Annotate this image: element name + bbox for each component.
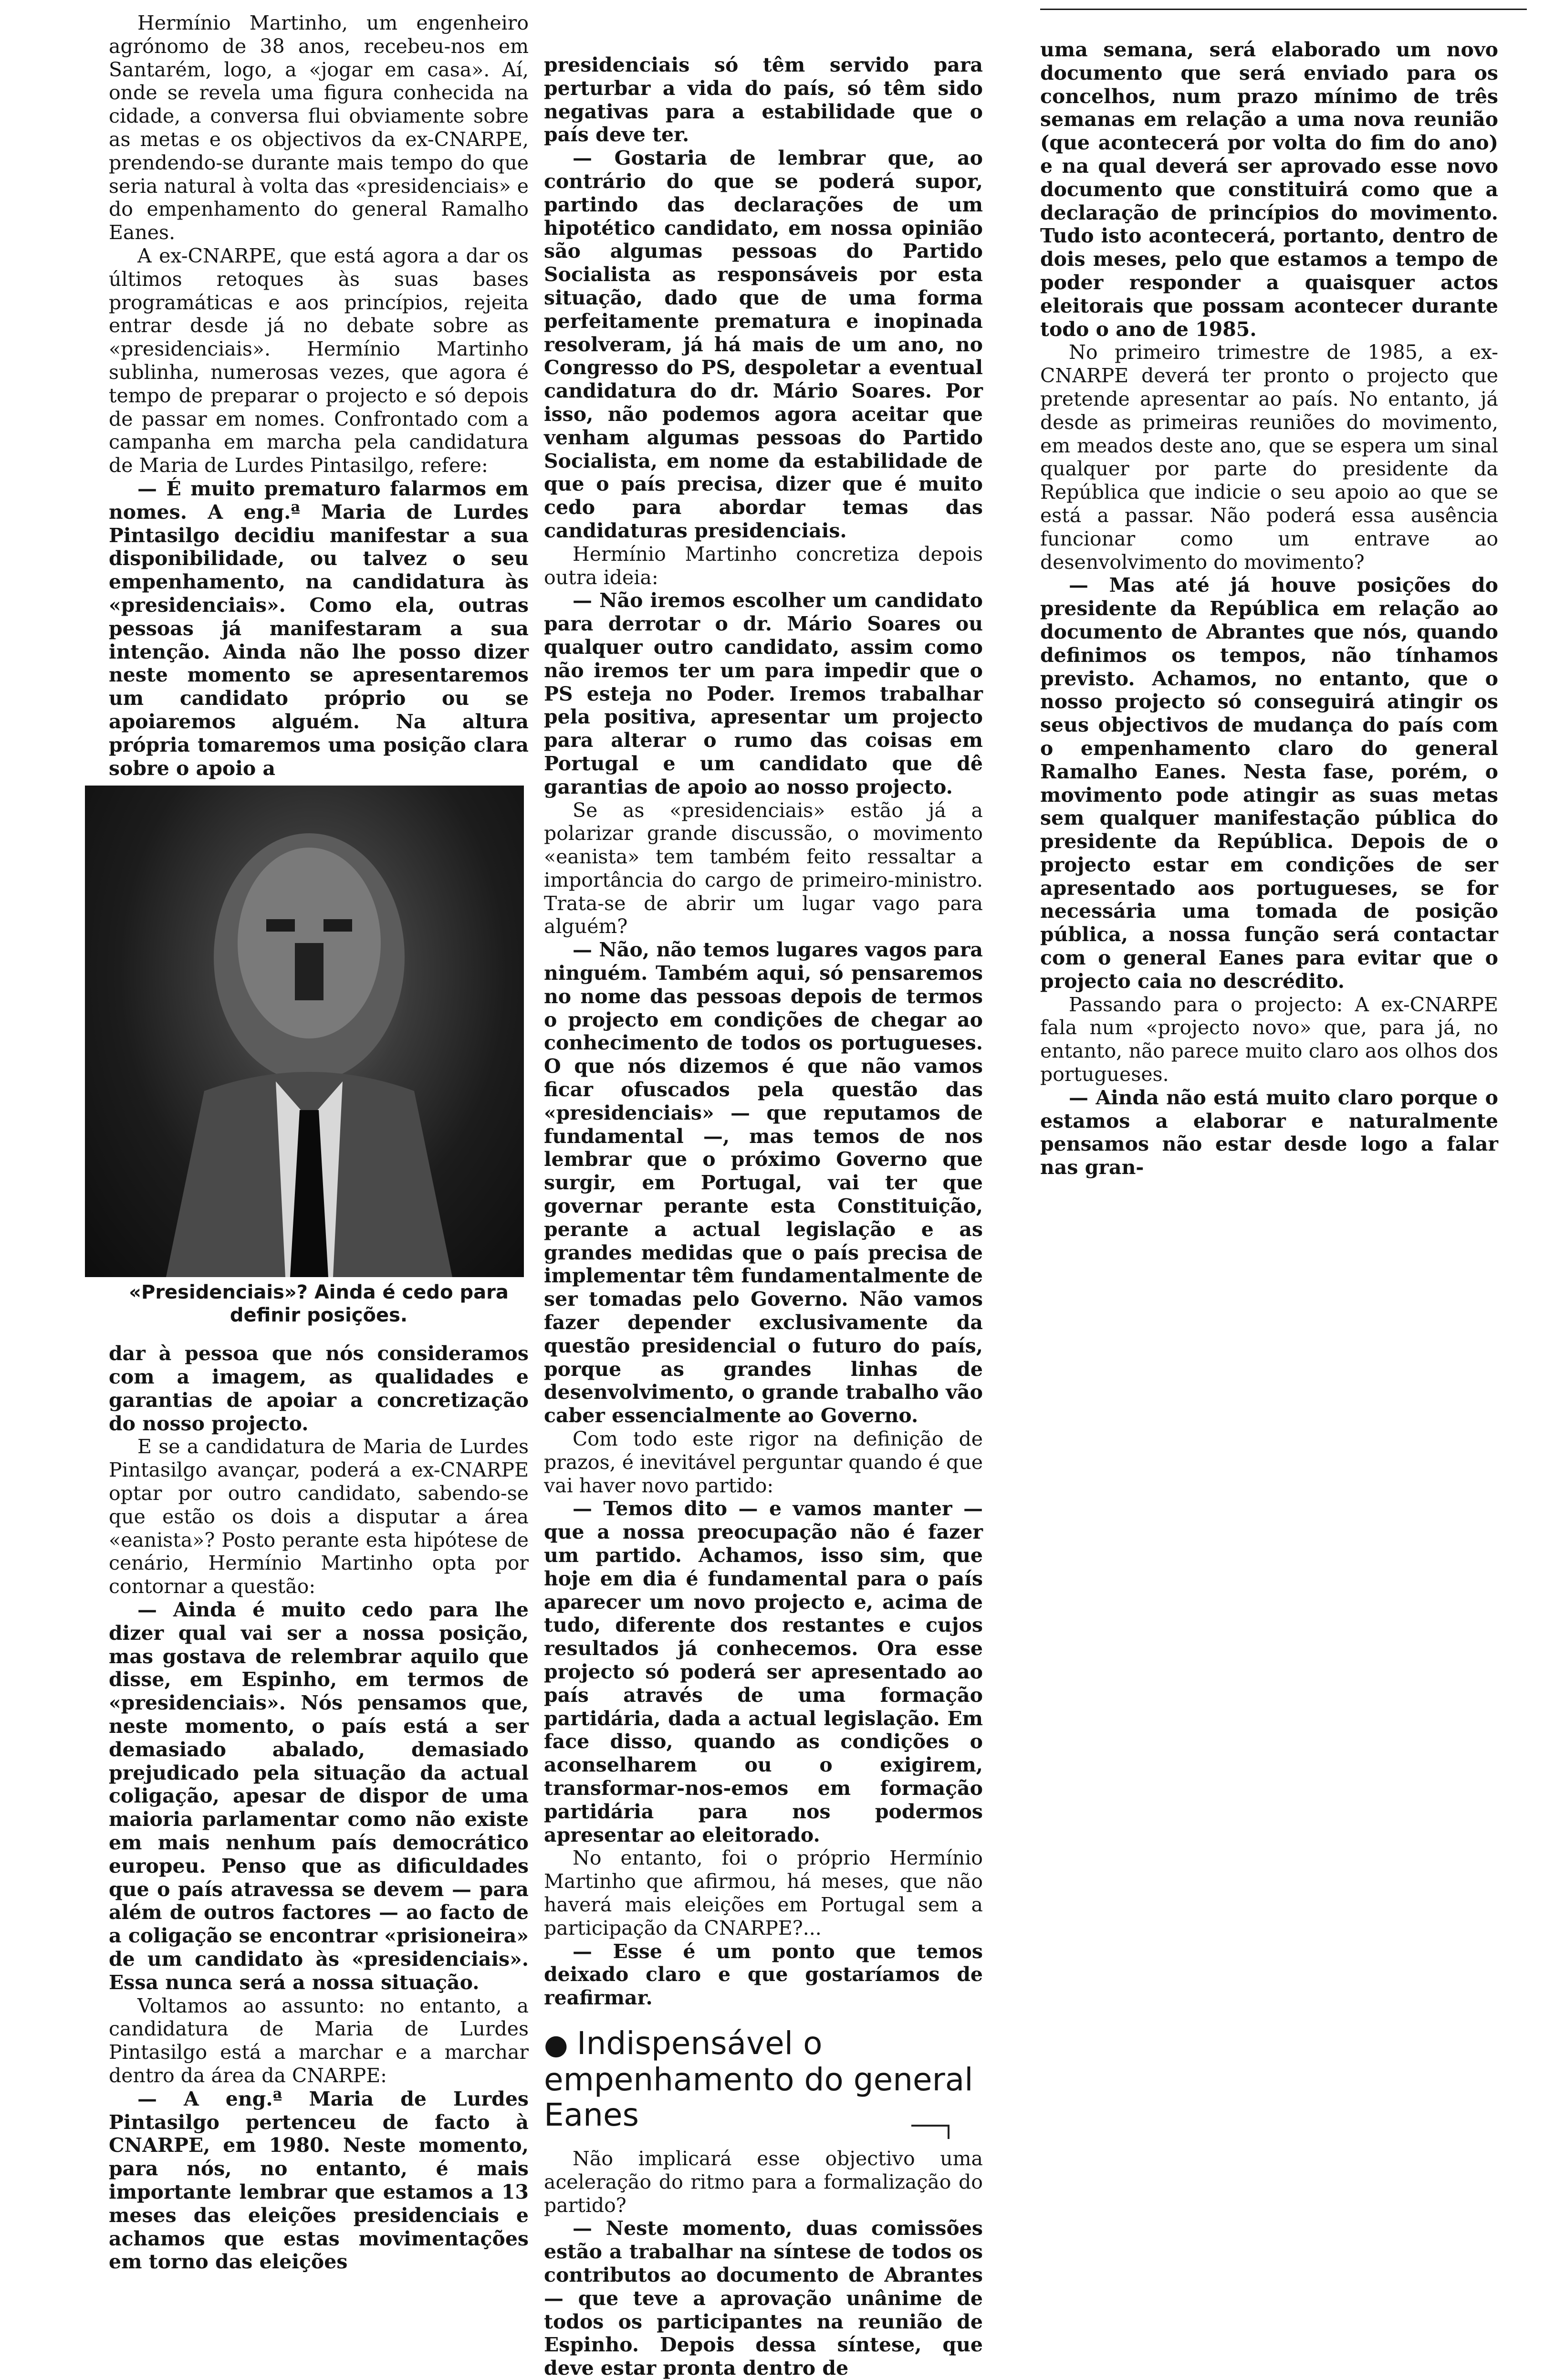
portrait-figure-icon [85, 786, 524, 1277]
paragraph: dar à pessoa que nós consideramos com a imagem, as qualidades e garantias de apoiar a concretização do nosso projecto. [109, 1342, 529, 1435]
paragraph: Hermínio Martinho concretiza depois outra ideia: [544, 542, 983, 589]
article-column-2 [544, 53, 983, 2380]
paragraph: Passando para o projecto: A ex-CNARPE fala num «projecto novo» que, para já, no entanto, não parece muito claro aos olhos dos portugueses. [1040, 993, 1498, 1086]
subheading-text: Indispensável o empenhamento do general Eanes [544, 2024, 973, 2133]
paragraph: — Ainda é muito cedo para lhe dizer qual vai ser a nossa posição, mas gostava de relembrar aquilo que disse, em Espinho, em termos de «presidenciais». Nós pensamos que, neste momento, o país está a ser demasiado abalado, demasiado prejudicado pela situação da actual coligação, apesar de dispor de uma maioria parlamentar como não existe em mais nenhum país democrático europeu. Penso que as dificuldades que o país atravessa se devem — para além de outros factores — ao facto de a coligação se encontrar «prisioneira» de um candidato às «presidenciais». Essa nunca será a nossa situação. [109, 1598, 529, 1994]
paragraph: E se a candidatura de Maria de Lurdes Pintasilgo avançar, poderá a ex-CNARPE optar por outro candidato, sabendo-se que estão os dois a disputar a área «eanista»? Posto perante esta hipótese de cenário, Hermínio Martinho opta por contornar a questão: [109, 1435, 529, 1598]
paragraph: — É muito prematuro falarmos em nomes. A eng.ª Maria de Lurdes Pintasilgo decidiu manifestar a sua disponibilidade, ou talvez o seu empenhamento, na candidatura às «presidenciais». Como ela, outras pessoas já manifestaram a sua intenção. Ainda não lhe posso dizer neste momento se apresentaremos um candidato próprio ou se apoiaremos alguém. Na altura própria tomaremos uma posição clara sobre o apoio a [109, 477, 529, 780]
paragraph: — Mas até já houve posições do presidente da República em relação ao documento de Abrantes que nós, quando definimos os tempos, não tínhamos previsto. Achamos, no entanto, que o nosso projecto só conseguirá atingir os seus objectivos de mudança do país com o empenhamento claro do general Ramalho Eanes. Nesta fase, porém, o movimento pode atingir as suas metas sem qualquer manifestação pública do presidente da República. Depois de o projecto estar em condições de ser apresentado aos portugueses, se for necessária uma tomada de posição pública, a nossa função será contactar com o general Eanes para evitar que o projecto caia no descrédito. [1040, 574, 1498, 993]
paragraph: Se as «presidenciais» estão já a polarizar grande discussão, o movimento «eanista» tem também feito ressaltar a importância do cargo de primeiro-ministro. Trata-se de abrir um lugar vago para alguém? [544, 798, 983, 938]
paragraph: — Não, não temos lugares vagos para ninguém. Também aqui, só pensaremos no nome das pessoas depois de termos o projecto em condições de chegar ao conhecimento de todos os portugueses. O que nós dizemos é que não vamos ficar ofuscados pela questão das «presidenciais» — que reputamos de fundamental —, mas temos de nos lembrar que o próximo Governo que surgir, em Portugal, vai ter que governar perante esta Constituição, perante a actual legislação e as grandes medidas que o país precisa de implementar têm fundamentalmente de ser tomadas pelo Governo. Não vamos fazer depender exclusivamente da questão presidencial o futuro do país, porque as grandes linhas de desenvolvimento, o grande trabalho vão caber essencialmente ao Governo. [544, 938, 983, 1427]
paragraph: No entanto, foi o próprio Hermínio Martinho que afirmou, há meses, que não haverá mais eleições em Portugal sem a participação da CNARPE?... [544, 1846, 983, 1940]
bullet-icon: ● [544, 2028, 577, 2061]
paragraph: — Ainda não está muito claro porque o estamos a elaborar e naturalmente pensamos não estar desde logo a falar nas gran- [1040, 1086, 1498, 1179]
scan-mark [911, 2125, 949, 2127]
paragraph: — Neste momento, duas comissões estão a trabalhar na síntese de todos os contributos ao documento de Abrantes — que teve a aprovação unânime de todos os participantes na reunião de Espinho. Depois dessa síntese, que deve estar pronta dentro de [544, 2217, 983, 2380]
paragraph: — Gostaria de lembrar que, ao contrário do que se poderá supor, partindo das declarações de um hipotético candidato, em nossa opinião são algumas pessoas do Partido Socialista as responsáveis por esta situação, dado que de uma forma perfeitamente prematura e inopinada resolveram, já há mais de um ano, no Congresso do PS, despoletar a eventual candidatura do dr. Mário Soares. Por isso, não podemos agora aceitar que venham algumas pessoas do Partido Socialista, em nome da estabilidade de que o país precisa, dizer que é muito cedo para abordar temas das candidaturas presidenciais. [544, 147, 983, 542]
article-column-1 [109, 11, 529, 2274]
paragraph: presidenciais só têm servido para perturbar a vida do país, só têm sido negativas para a estabilidade que o país deve ter. [544, 53, 983, 147]
paragraph: — Não iremos escolher um candidato para derrotar o dr. Mário Soares ou qualquer outro candidato, assim como não iremos ter um para impedir que o PS esteja no Poder. Iremos trabalhar pela positiva, apresentar um projecto para alterar o rumo das coisas em Portugal e um candidato que dê garantias de apoio ao nosso projecto. [544, 589, 983, 798]
top-rule [1040, 9, 1527, 10]
scan-mark [948, 2125, 949, 2139]
portrait-photo [85, 786, 524, 1277]
paragraph: Não implicará esse objectivo uma aceleração do ritmo para a formalização do partido? [544, 2147, 983, 2217]
paragraph: Com todo este rigor na definição de prazos, é inevitável perguntar quando é que vai haver novo partido: [544, 1427, 983, 1497]
paragraph: uma semana, será elaborado um novo documento que será enviado para os concelhos, num prazo mínimo de três semanas em relação a uma nova reunião (que acontecerá por volta do fim do ano) e na qual deverá ser aprovado esse novo documento que constituirá como que a declaração de princípios do movimento. Tudo isto acontecerá, portanto, dentro de dois meses, pelo que estamos a tempo de poder responder a quaisquer actos eleitorais que possam acontecer durante todo o ano de 1985. [1040, 38, 1498, 341]
paragraph: No primeiro trimestre de 1985, a ex-CNARPE deverá ter pronto o projecto que pretende apresentar ao país. No entanto, já desde as primeiras reuniões do movimento, em meados deste ano, que se espera um sinal qualquer por parte do presidente da República que indicie o seu apoio ao que se está a passar. Não poderá essa ausência funcionar como um entrave ao desenvolvimento do movimento? [1040, 341, 1498, 574]
photo-caption: «Presidenciais»? Ainda é cedo para definir posições. [129, 1281, 509, 1327]
paragraph: Voltamos ao assunto: no entanto, a candidatura de Maria de Lurdes Pintasilgo está a marchar e a marchar dentro da área da CNARPE: [109, 1994, 529, 2087]
paragraph: — Temos dito — e vamos manter — que a nossa preocupação não é fazer um partido. Achamos, isso sim, que hoje em dia é fundamental para o país aparecer um novo projecto e, acima de tudo, diferente dos restantes e cujos resultados já conhecemos. Ora esse projecto só poderá ser apresentado ao país através de uma formação partidária, dada a actual legislação. Em face disso, quando as condições o aconselharem ou o exigirem, transformar-nos-emos em formação partidária para nos podermos apresentar ao eleitorado. [544, 1497, 983, 1846]
paragraph: A ex-CNARPE, que está agora a dar os últimos retoques às suas bases programáticas e aos princípios, rejeita entrar desde já no debate sobre as «presidenciais». Hermínio Martinho sublinha, numerosas vezes, que agora é tempo de preparar o projecto e só depois de passar em nomes. Confrontado com a campanha em marcha pela candidatura de Maria de Lurdes Pintasilgo, refere: [109, 244, 529, 477]
paragraph: Hermínio Martinho, um engenheiro agrónomo de 38 anos, recebeu-nos em Santarém, logo, a «jogar em casa». Aí, onde se revela uma figura conhecida na cidade, a conversa flui obviamente sobre as metas e os objectivos da ex-CNARPE, prendendo-se durante mais tempo do que seria natural à volta das «presidenciais» e do empenhamento do general Ramalho Eanes. [109, 11, 529, 244]
paragraph: — A eng.ª Maria de Lurdes Pintasilgo pertenceu de facto à CNARPE, em 1980. Neste momento, para nós, no entanto, é mais importante lembrar que estamos a 13 meses das eleições presidenciais e achamos que estas movimentações em torno das eleições [109, 2087, 529, 2274]
article-column-3 [1040, 38, 1498, 1179]
section-subheading [544, 2026, 983, 2133]
paragraph: — Esse é um ponto que temos deixado claro e que gostaríamos de reafirmar. [544, 1940, 983, 2010]
